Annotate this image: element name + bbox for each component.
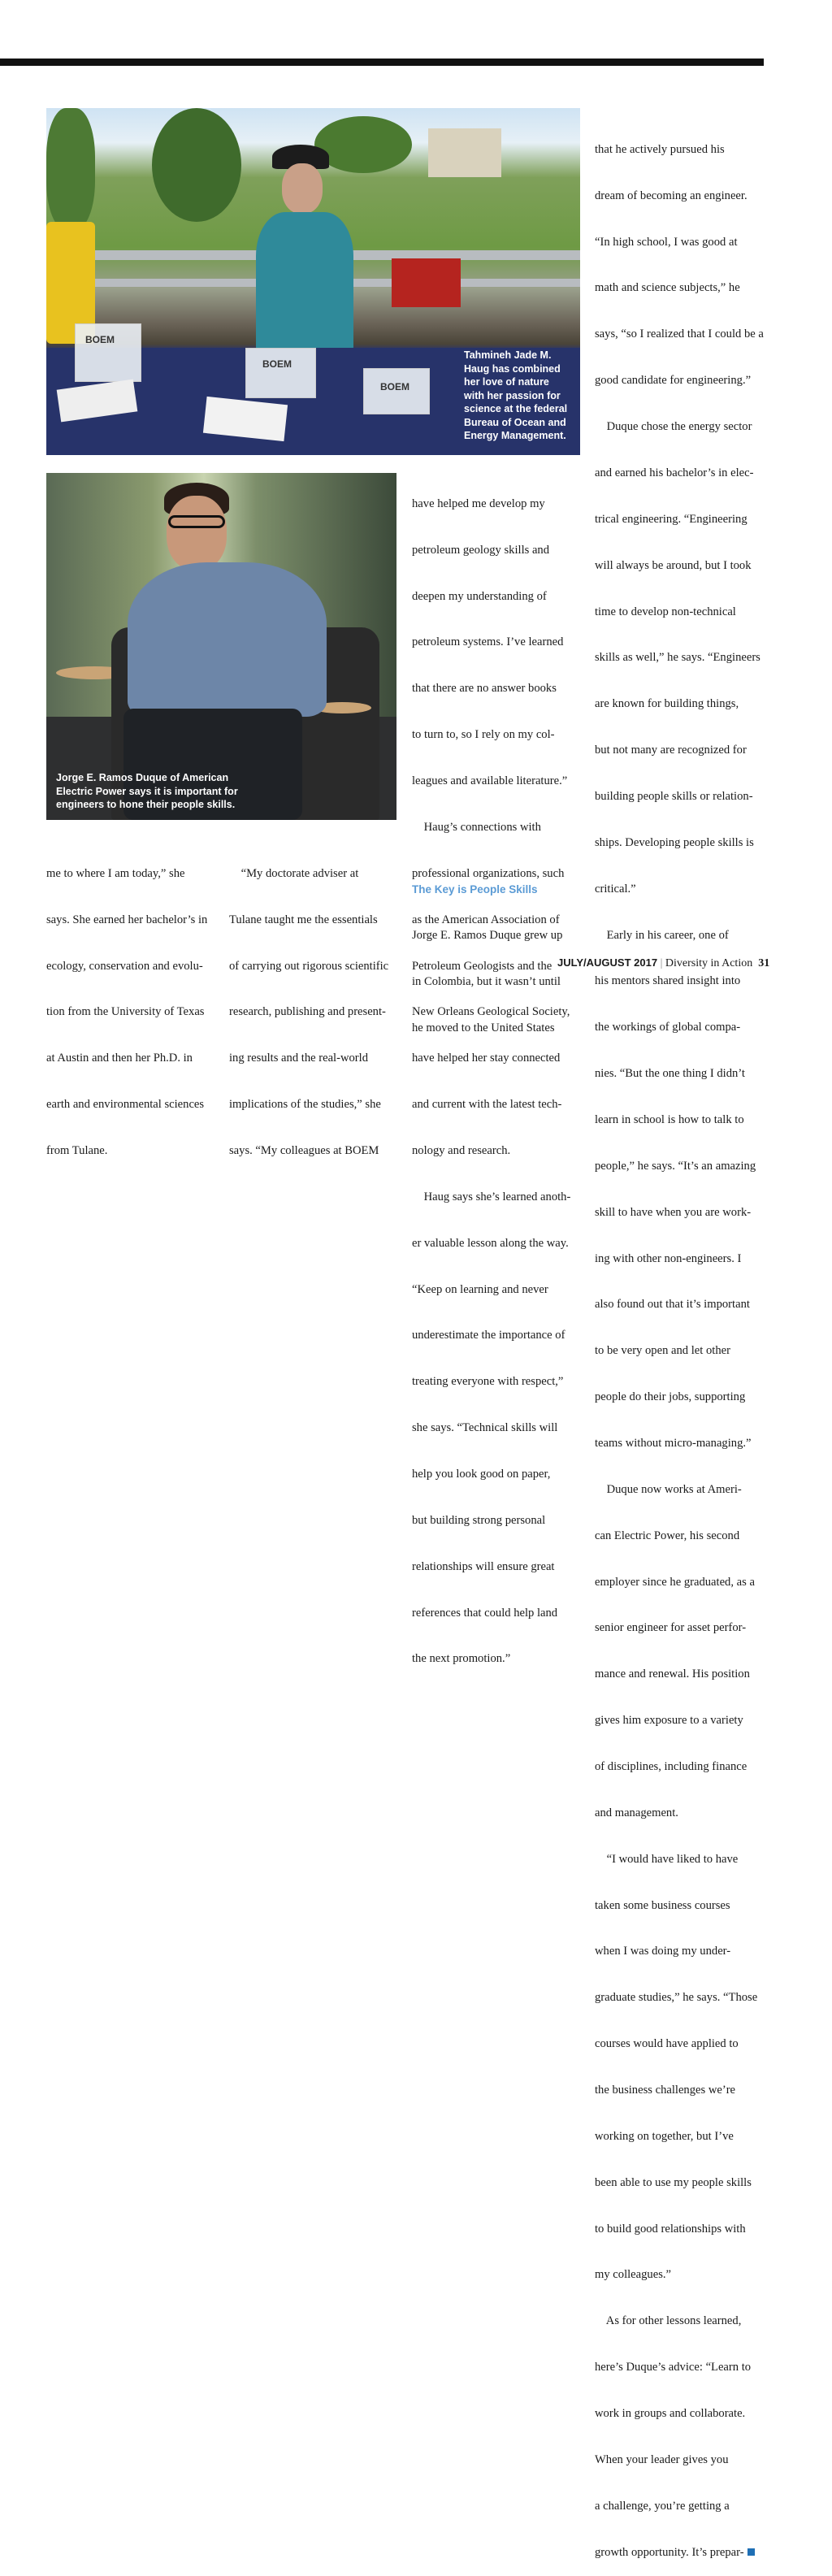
photo-caption-duque xyxy=(56,771,238,812)
text-line: nology and research. xyxy=(412,1143,511,1157)
text-line: the workings of global compa- xyxy=(595,1021,741,1034)
text-line: Duque now works at Ameri- xyxy=(595,1482,742,1496)
caption-line: Electric Power says it is important for xyxy=(56,785,238,797)
text-line: good candidate for engineering.” xyxy=(595,374,752,388)
text-line: implications of the studies,” she xyxy=(229,1098,381,1112)
container-label: BOEM xyxy=(380,381,410,392)
text-line: says. “My colleagues at BOEM xyxy=(229,1144,379,1158)
text-line: treating everyone with respect,” xyxy=(412,1375,564,1389)
text-line-final xyxy=(595,2545,764,2561)
text-line: to turn to, so I rely on my col- xyxy=(412,728,555,742)
text-line: the business challenges we’re xyxy=(595,2084,736,2097)
text-line: references that could help land xyxy=(412,1606,558,1620)
text-line: will always be around, but I took xyxy=(595,558,752,572)
text-line: er valuable lesson along the way. xyxy=(412,1236,569,1250)
tree-shape xyxy=(46,108,95,230)
text-line: learn in school is how to talk to xyxy=(595,1112,744,1126)
text-line: As for other lessons learned, xyxy=(595,2314,742,2328)
text-line: working on together, but I’ve xyxy=(595,2129,734,2143)
text-line: critical.” xyxy=(595,882,636,896)
face-shape xyxy=(167,496,227,570)
text-column-3-continued xyxy=(412,897,562,1052)
text-line: Tulane taught me the essentials xyxy=(229,913,378,926)
text-line: ecology, conservation and evolu- xyxy=(46,959,203,973)
text-line: he moved to the United States xyxy=(412,1021,555,1034)
text-line: trical engineering. “Engineering xyxy=(595,512,748,526)
footer-separator: | xyxy=(660,957,663,969)
text-line: relationships will ensure great xyxy=(412,1559,555,1573)
text-line: petroleum systems. I’ve learned xyxy=(412,635,564,649)
text-line: leagues and available literature.” xyxy=(412,774,568,788)
text-line: growth opportunity. It’s prepar- xyxy=(595,2545,744,2559)
text-line: people,” he says. “It’s an amazing xyxy=(595,1159,756,1173)
caption-line: Haug has combined xyxy=(464,362,561,375)
text-line: here’s Duque’s advice: “Learn to xyxy=(595,2361,752,2374)
text-line: help you look good on paper, xyxy=(412,1467,551,1481)
text-line: Haug’s connections with xyxy=(412,820,541,834)
text-line: “I would have liked to have xyxy=(595,1852,739,1866)
text-line: time to develop non-technical xyxy=(595,605,736,618)
text-line: Haug says she’s learned anoth- xyxy=(412,1190,571,1203)
text-column-1 xyxy=(46,835,207,1174)
section-subhead: The Key is People Skills xyxy=(412,883,538,896)
text-line: and current with the latest tech- xyxy=(412,1098,562,1112)
bin-shape xyxy=(392,258,461,307)
text-line: dream of becoming an engineer. xyxy=(595,189,748,202)
issue-date: JULY/AUGUST 2017 xyxy=(557,956,658,969)
caption-line: Tahmineh Jade M. xyxy=(464,349,552,361)
text-line: skill to have when you are work- xyxy=(595,1205,752,1219)
text-line: that he actively pursued his xyxy=(595,142,725,156)
text-line: senior engineer for asset perfor- xyxy=(595,1621,747,1635)
photo-duque xyxy=(46,473,396,820)
text-line: courses would have applied to xyxy=(595,2037,739,2051)
text-line: that there are no answer books xyxy=(412,682,557,696)
shirt-shape xyxy=(128,562,327,717)
page-footer xyxy=(557,956,769,970)
text-line: employer since he graduated, as a xyxy=(595,1575,755,1589)
text-line: teams without micro-managing.” xyxy=(595,1436,752,1450)
text-line: in Colombia, but it wasn’t until xyxy=(412,974,561,988)
caption-line: Bureau of Ocean and xyxy=(464,416,566,428)
text-line: “Keep on learning and never xyxy=(412,1282,548,1296)
text-line: of disciplines, including finance xyxy=(595,1759,748,1773)
shirt-shape xyxy=(256,212,353,358)
end-of-article-mark xyxy=(748,2548,755,2556)
top-rule xyxy=(0,59,764,66)
text-line: “My doctorate adviser at xyxy=(229,866,359,880)
text-line: New Orleans Geological Society, xyxy=(412,1005,570,1019)
text-column-4 xyxy=(595,111,764,2576)
container-label: BOEM xyxy=(262,358,292,370)
text-line: his mentors shared insight into xyxy=(595,974,741,988)
text-line: to build good relationships with xyxy=(595,2222,746,2236)
text-line: from Tulane. xyxy=(46,1144,108,1158)
text-line: work in groups and collaborate. xyxy=(595,2407,746,2421)
container-shape xyxy=(245,348,316,398)
text-line: mance and renewal. His position xyxy=(595,1667,750,1681)
text-line: when I was doing my under- xyxy=(595,1945,731,1958)
text-line: taken some business courses xyxy=(595,1898,730,1912)
text-line: ing results and the real-world xyxy=(229,1052,369,1065)
text-line: Duque chose the energy sector xyxy=(595,420,752,434)
text-line: and earned his bachelor’s in elec- xyxy=(595,466,754,479)
text-line: deepen my understanding of xyxy=(412,589,547,603)
building-shape xyxy=(428,128,501,177)
face-shape xyxy=(282,163,323,214)
tree-shape xyxy=(314,116,412,173)
caption-line: Energy Management. xyxy=(464,430,566,441)
caption-line: science at the federal xyxy=(464,403,568,414)
tree-shape xyxy=(152,108,241,222)
container-label: BOEM xyxy=(85,334,115,345)
text-line: building people skills or relation- xyxy=(595,789,753,803)
text-line: underestimate the importance of xyxy=(412,1329,566,1342)
text-line: graduate studies,” he says. “Those xyxy=(595,1991,758,2005)
text-line: says, “so I realized that I could be a xyxy=(595,327,764,341)
text-line: gives him exposure to a variety xyxy=(595,1714,743,1728)
container-shape xyxy=(363,368,430,414)
text-line: a challenge, you’re getting a xyxy=(595,2499,730,2513)
text-line: to be very open and let other xyxy=(595,1344,730,1358)
caption-line: with her passion for xyxy=(464,389,561,401)
text-line: me to where I am today,” she xyxy=(46,866,185,880)
text-line: professional organizations, such xyxy=(412,866,565,880)
text-line: says. She earned her bachelor’s in xyxy=(46,913,208,926)
photo-caption-haug xyxy=(464,349,567,443)
caption-line: engineers to hone their people skills. xyxy=(56,799,236,810)
text-line: ships. Developing people skills is xyxy=(595,835,754,849)
publication-name: Diversity in Action xyxy=(665,957,753,969)
text-line: tion from the University of Texas xyxy=(46,1005,205,1019)
caption-line: her love of nature xyxy=(464,376,549,388)
text-line: have helped me develop my xyxy=(412,497,545,510)
text-line: math and science subjects,” he xyxy=(595,281,740,295)
text-column-3 xyxy=(412,466,570,1682)
text-line: and management. xyxy=(595,1806,678,1819)
text-line: ing with other non-engineers. I xyxy=(595,1251,742,1265)
text-line: Early in his career, one of xyxy=(595,928,729,942)
text-line: at Austin and then her Ph.D. in xyxy=(46,1052,193,1065)
glasses-shape xyxy=(168,515,225,528)
page-number: 31 xyxy=(758,957,770,969)
text-line: my colleagues.” xyxy=(595,2268,672,2282)
text-line: skills as well,” he says. “Engineers xyxy=(595,651,760,665)
text-line: the next promotion.” xyxy=(412,1652,511,1666)
text-line: Jorge E. Ramos Duque grew up xyxy=(412,928,563,942)
text-line: been able to use my people skills xyxy=(595,2175,752,2189)
text-line: When your leader gives you xyxy=(595,2452,729,2466)
text-line: also found out that it’s important xyxy=(595,1298,750,1312)
caption-line: Jorge E. Ramos Duque of American xyxy=(56,772,229,783)
text-line: but not many are recognized for xyxy=(595,744,747,757)
text-line: people do their jobs, supporting xyxy=(595,1390,746,1404)
container-shape xyxy=(75,323,141,382)
text-line: but building strong personal xyxy=(412,1513,546,1527)
text-line: of carrying out rigorous scientific xyxy=(229,959,389,973)
text-line: can Electric Power, his second xyxy=(595,1529,740,1542)
text-line: as the American Association of xyxy=(412,913,560,926)
text-line: Petroleum Geologists and the xyxy=(412,959,552,973)
text-line: are known for building things, xyxy=(595,697,739,711)
text-line: “In high school, I was good at xyxy=(595,235,738,249)
text-column-2 xyxy=(229,835,388,1174)
text-line: earth and environmental sciences xyxy=(46,1098,205,1112)
text-line: research, publishing and present- xyxy=(229,1005,386,1019)
text-line: nies. “But the one thing I didn’t xyxy=(595,1067,745,1081)
text-line: she says. “Technical skills will xyxy=(412,1421,558,1435)
text-line: have helped her stay connected xyxy=(412,1052,561,1065)
text-line: petroleum geology skills and xyxy=(412,543,550,557)
